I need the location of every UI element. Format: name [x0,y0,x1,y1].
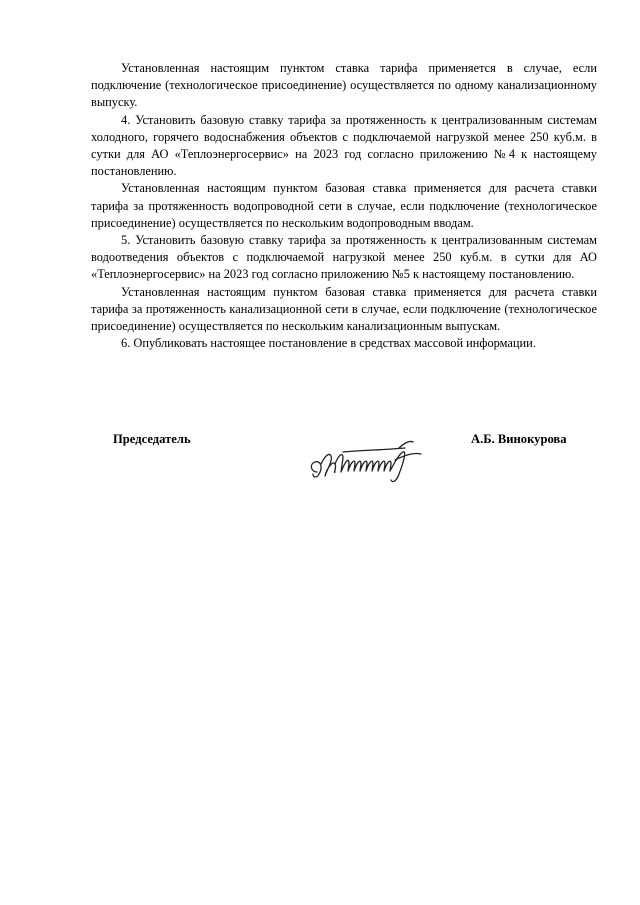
signatory-name: А.Б. Винокурова [471,432,567,446]
paragraph: 5. Установить базовую ставку тарифа за протяженность к централизованным системам водоотведения объектов с подключаемой нагрузкой менее 250 куб.м. в сутки для АО «Теплоэнергосервис» на 2023 год согласно приложению №5 к настоящему постановлению. [91,233,597,282]
paragraph: Установленная настоящим пунктом ставка тарифа применяется в случае, если подключение (технологическое присоединение) осуществляется по одному канализационному выпуску. [91,61,597,110]
paragraph: 6. Опубликовать настоящее постановление в средствах массовой информации. [121,336,536,351]
paragraph: Установленная настоящим пунктом базовая ставка применяется для расчета ставки тарифа за протяженность канализационной сети в случае, если подключение (технологическое присоединение) осуществляется по нескольким канализационным выпускам. [91,284,597,334]
handwritten-signature [303,434,427,488]
document-body [91,60,597,352]
signatory-title: Председатель [113,432,191,446]
signature-block [0,420,640,500]
paragraph: Установленная настоящим пунктом базовая ставка применяется для расчета ставки тарифа за протяженность водопроводной сети в случае, если подключение (технологическое присоединение) осуществляется по нескольким водопроводным вводам. [91,181,597,230]
paragraph: 4. Установить базовую ставку тарифа за протяженность к централизованным системам холодного, горячего водоснабжения объектов с подключаемой нагрузкой менее 250 куб.м. в сутки для АО «Теплоэнергосервис» на 2023 год согласно приложению №4 к настоящему постановлению. [91,112,597,179]
